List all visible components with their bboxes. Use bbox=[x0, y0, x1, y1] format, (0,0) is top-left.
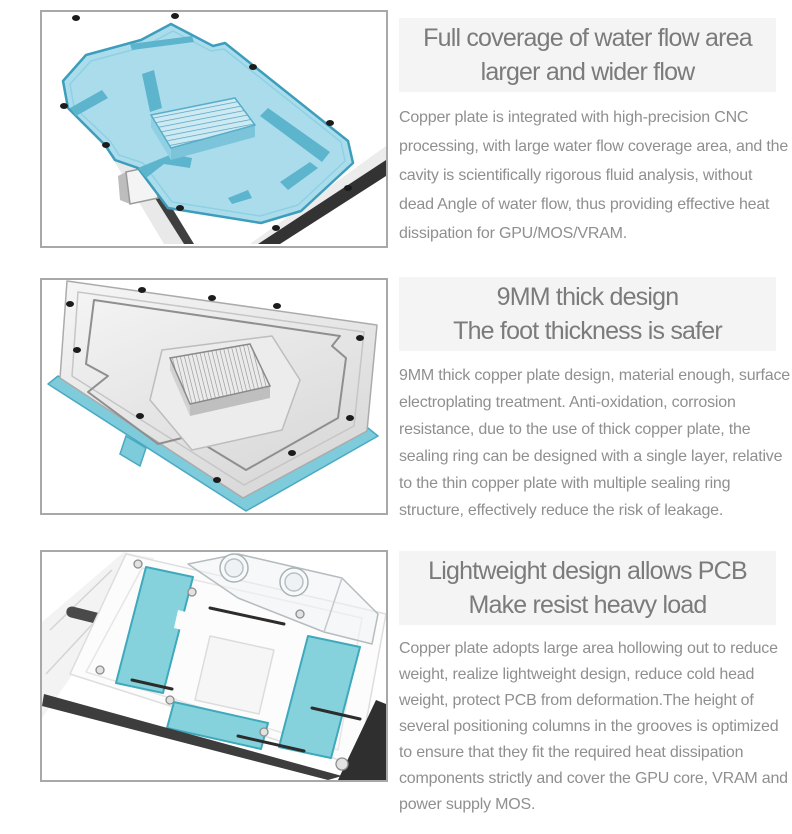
title-line-2: Make resist heavy load bbox=[468, 591, 707, 619]
feature-body-water-flow: Copper plate is integrated with high-precision CNC processing, with large water flow coverage area, and the cavity is scientifically rigorous fluid analysis, without dead Angle of water flow, thus providing effective heat dissipation for GPU/MOS/VRAM. bbox=[399, 109, 789, 242]
gpu-panel bbox=[195, 636, 274, 714]
water-flow-render bbox=[42, 12, 386, 246]
backside-render bbox=[42, 552, 386, 780]
title-line-1: Full coverage of water flow area bbox=[423, 24, 752, 52]
feature-body-lightweight: Copper plate adopts large area hollowing out to reduce weight, realize lightweight design, reduce cold head weight, protect PCB from deformation.The height of several positioning columns in the grooves is optimized to ensure that they fit the required heat dissipation components strictly and cover the GPU core, VRAM and power supply MOS. bbox=[399, 640, 788, 813]
feature-section-water-flow bbox=[399, 18, 791, 248]
feature-body-thick-design: 9MM thick copper plate design, material enough, surface electroplating treatment. Anti-oxidation, corrosion resistance, due to the use of thick copper plate, the sealing ring can be designed with a single layer, relative to the thin copper plate with multiple sealing ring structure, effectively reduce the risk of leakage. bbox=[399, 367, 790, 519]
feature-title-water-flow bbox=[399, 18, 776, 92]
title-line-2: larger and wider flow bbox=[480, 58, 695, 86]
feature-section-thick-design bbox=[399, 277, 791, 524]
feature-title-lightweight bbox=[399, 551, 776, 625]
feature-title-thick-design bbox=[399, 277, 776, 351]
water-flow-image bbox=[40, 10, 388, 248]
title-line-2: The foot thickness is safer bbox=[453, 317, 722, 345]
title-line-1: 9MM thick design bbox=[496, 283, 679, 311]
feature-section-lightweight bbox=[399, 551, 791, 818]
lightweight-design-image bbox=[40, 550, 388, 782]
title-line-1: Lightweight design allows PCB bbox=[428, 557, 747, 585]
copper-plate-render bbox=[42, 280, 386, 513]
copper-plate-image bbox=[40, 278, 388, 515]
